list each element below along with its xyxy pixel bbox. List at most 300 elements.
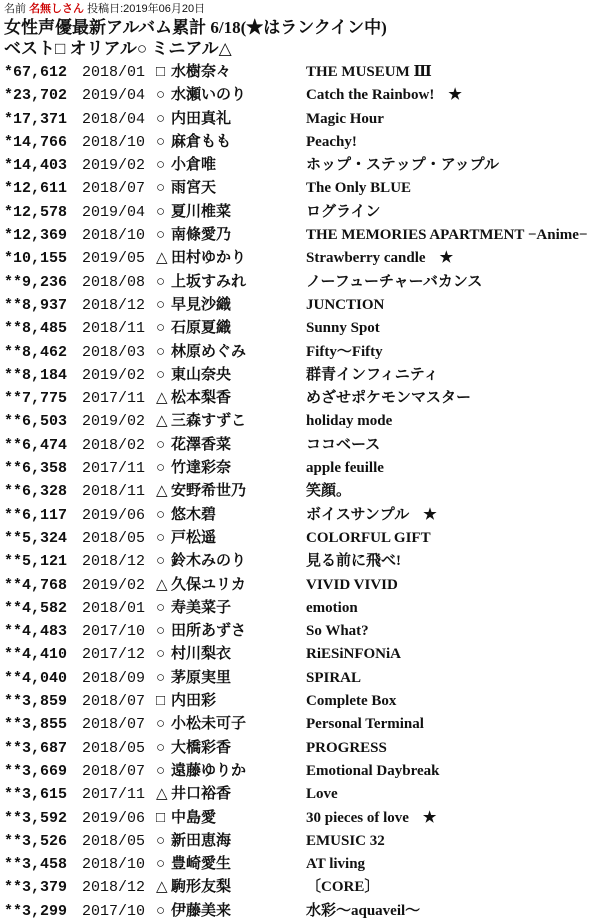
cell-sales: **6,503: [4, 413, 68, 431]
cell-album-title: [306, 131, 601, 154]
album-title: Catch the Rainbow!: [306, 87, 435, 104]
artist-name: 遠藤ゆりか: [171, 762, 247, 779]
cell-release-date: 2018/05: [82, 832, 146, 850]
table-row: [4, 294, 601, 317]
cell-album-title: [306, 807, 601, 830]
cell-sales: *67,612: [4, 64, 68, 81]
cell-artist: [156, 807, 306, 830]
album-title: AT living: [306, 856, 366, 873]
album-type-mark: △: [156, 413, 168, 430]
cell-release-date: 2017/11: [82, 390, 146, 408]
album-type-mark: ○: [156, 320, 166, 337]
album-type-mark: △: [156, 576, 168, 593]
cell-artist: [156, 876, 306, 899]
cell-release-date: 2018/05: [82, 739, 146, 757]
artist-name: 内田真礼: [171, 110, 232, 127]
album-type-mark: ○: [156, 856, 166, 873]
cell-album-title: [306, 527, 601, 550]
cell-release-date: 2019/02: [82, 413, 146, 431]
artist-name: 花澤香菜: [171, 436, 232, 453]
album-type-mark: ○: [156, 180, 166, 197]
artist-name: 新田恵海: [171, 832, 232, 849]
cell-release-date: 2017/12: [82, 646, 146, 664]
artist-name: 雨宮天: [171, 180, 217, 197]
cell-artist: [156, 154, 306, 177]
cell-artist: [156, 317, 306, 340]
album-type-mark: △: [156, 786, 168, 803]
cell-artist: [156, 713, 306, 736]
album-type-mark: △: [156, 250, 168, 267]
album-type-mark: ○: [156, 506, 166, 523]
album-title: Peachy!: [306, 133, 357, 150]
cell-sales: **7,775: [4, 390, 68, 408]
cell-artist: [156, 620, 306, 643]
cell-sales: **4,040: [4, 669, 68, 687]
table-row: [4, 387, 601, 410]
cell-artist: [156, 783, 306, 806]
album-title: ログライン: [306, 203, 381, 220]
cell-album-title: [306, 574, 601, 597]
artist-name: 水瀬いのり: [171, 87, 247, 104]
album-type-mark: ○: [156, 669, 166, 686]
album-title: So What?: [306, 623, 369, 640]
cell-artist: [156, 177, 306, 200]
cell-artist: [156, 84, 306, 107]
star-icon: ★: [423, 506, 437, 523]
artist-name: 田村ゆかり: [171, 250, 247, 267]
cell-album-title: [306, 597, 601, 620]
album-title: Personal Terminal: [306, 716, 424, 733]
cell-artist: [156, 224, 306, 247]
cell-album-title: [306, 177, 601, 200]
cell-artist: [156, 643, 306, 666]
artist-name: 南條愛乃: [171, 227, 232, 244]
post-author[interactable]: 名無しさん: [29, 3, 85, 15]
album-type-mark: ○: [156, 203, 166, 220]
cell-release-date: 2017/11: [82, 460, 146, 478]
cell-release-date: 2017/10: [82, 902, 146, 920]
cell-album-title: [306, 434, 601, 457]
table-row: [4, 597, 601, 620]
cell-sales: **5,324: [4, 529, 68, 547]
album-type-mark: ○: [156, 227, 166, 244]
cell-album-title: [306, 643, 601, 666]
cell-release-date: 2019/04: [82, 87, 146, 105]
table-row: [4, 853, 601, 876]
table-row: [4, 527, 601, 550]
cell-sales: **3,299: [4, 902, 68, 920]
artist-name: 夏川椎菜: [171, 203, 232, 220]
cell-release-date: 2018/07: [82, 716, 146, 734]
album-type-mark: ○: [156, 460, 166, 477]
album-type-mark: ○: [156, 716, 166, 733]
album-type-mark: △: [156, 483, 168, 500]
artist-name: 寿美菜子: [171, 599, 232, 616]
cell-artist: [156, 341, 306, 364]
album-title: Emotional Daybreak: [306, 762, 440, 779]
cell-artist: [156, 410, 306, 433]
legend-text: ベスト□ オリアル○ ミニアル△: [4, 39, 232, 58]
cell-sales: **4,483: [4, 623, 68, 641]
artist-name: 林原めぐみ: [171, 343, 247, 360]
cell-artist: [156, 108, 306, 131]
cell-artist: [156, 364, 306, 387]
table-row: [4, 783, 601, 806]
post-meta: [4, 2, 601, 16]
cell-artist: [156, 574, 306, 597]
cell-sales: **8,485: [4, 320, 68, 338]
cell-album-title: [306, 247, 601, 270]
cell-sales: **8,462: [4, 343, 68, 361]
album-type-mark: ○: [156, 436, 166, 453]
cell-sales: *12,369: [4, 227, 68, 245]
cell-artist: [156, 387, 306, 410]
album-title: Love: [306, 786, 338, 803]
album-title: holiday mode: [306, 413, 393, 430]
cell-release-date: 2018/11: [82, 320, 146, 338]
album-type-mark: □: [156, 693, 166, 710]
album-type-mark: ○: [156, 529, 166, 546]
cell-release-date: 2018/03: [82, 343, 146, 361]
cell-artist: [156, 737, 306, 760]
cell-artist: [156, 504, 306, 527]
album-ranking-table: [4, 61, 601, 923]
cell-album-title: [306, 830, 601, 853]
cell-release-date: 2018/10: [82, 133, 146, 151]
album-type-mark: □: [156, 64, 166, 80]
cell-sales: **3,687: [4, 739, 68, 757]
cell-release-date: 2019/04: [82, 203, 146, 221]
artist-name: 三森すずこ: [171, 413, 247, 430]
cell-sales: **3,615: [4, 786, 68, 804]
table-row: [4, 760, 601, 783]
cell-sales: **6,358: [4, 460, 68, 478]
cell-album-title: [306, 667, 601, 690]
cell-sales: *10,155: [4, 250, 68, 268]
cell-album-title: [306, 504, 601, 527]
cell-sales: **6,117: [4, 506, 68, 524]
cell-sales: *12,611: [4, 180, 68, 198]
table-row: [4, 201, 601, 224]
album-type-mark: ○: [156, 133, 166, 150]
cell-album-title: [306, 760, 601, 783]
cell-release-date: 2018/08: [82, 273, 146, 291]
table-row: [4, 247, 601, 270]
table-row: [4, 807, 601, 830]
table-row: [4, 108, 601, 131]
album-title: めざせポケモンマスター: [306, 390, 472, 407]
cell-album-title: [306, 224, 601, 247]
cell-release-date: 2018/05: [82, 529, 146, 547]
cell-album-title: [306, 550, 601, 573]
album-title: VIVID VIVID: [306, 576, 398, 593]
table-row: [4, 61, 601, 84]
cell-album-title: [306, 410, 601, 433]
cell-artist: [156, 690, 306, 713]
table-row: [4, 574, 601, 597]
album-title: Fifty〜Fifty: [306, 343, 383, 360]
album-type-mark: ○: [156, 366, 166, 383]
cell-sales: **3,592: [4, 809, 68, 827]
cell-sales: **3,859: [4, 693, 68, 711]
album-type-mark: ○: [156, 343, 166, 360]
cell-release-date: 2019/02: [82, 366, 146, 384]
cell-sales: **8,184: [4, 366, 68, 384]
cell-album-title: [306, 108, 601, 131]
artist-name: 早見沙織: [171, 296, 232, 313]
artist-name: 石原夏織: [171, 320, 232, 337]
artist-name: 内田彩: [171, 693, 217, 710]
cell-sales: **3,379: [4, 879, 68, 897]
cell-artist: [156, 853, 306, 876]
cell-artist: [156, 760, 306, 783]
cell-artist: [156, 667, 306, 690]
album-type-mark: □: [156, 809, 166, 826]
table-row: [4, 737, 601, 760]
table-row: [4, 830, 601, 853]
cell-release-date: 2018/12: [82, 879, 146, 897]
album-title: apple feuille: [306, 460, 384, 477]
artist-name: 悠木碧: [171, 506, 217, 523]
cell-album-title: [306, 341, 601, 364]
cell-release-date: 2018/12: [82, 296, 146, 314]
cell-artist: [156, 434, 306, 457]
table-row: [4, 224, 601, 247]
artist-name: 小松未可子: [171, 716, 247, 733]
album-type-mark: ○: [156, 599, 166, 616]
table-row: [4, 364, 601, 387]
table-row: [4, 550, 601, 573]
cell-sales: **3,458: [4, 856, 68, 874]
star-icon: ★: [439, 250, 454, 267]
album-type-mark: ○: [156, 110, 166, 127]
album-title: 群青インフィニティ: [306, 366, 439, 383]
album-title: COLORFUL GIFT: [306, 529, 431, 546]
table-row: [4, 177, 601, 200]
cell-artist: [156, 457, 306, 480]
artist-name: 茅原実里: [171, 669, 232, 686]
star-icon: ★: [448, 87, 462, 104]
cell-album-title: [306, 317, 601, 340]
post-date: 投稿日:2019年06月20日: [87, 3, 206, 15]
table-row: [4, 84, 601, 107]
album-title: 笑顔。: [306, 483, 352, 500]
cell-release-date: 2018/07: [82, 762, 146, 780]
cell-sales: **3,669: [4, 762, 68, 780]
cell-album-title: [306, 61, 601, 84]
star-icon: ★: [422, 809, 437, 826]
cell-release-date: 2019/05: [82, 250, 146, 268]
cell-artist: [156, 900, 306, 923]
album-title: 見る前に飛べ!: [306, 553, 401, 570]
cell-artist: [156, 201, 306, 224]
cell-album-title: [306, 154, 601, 177]
artist-name: 松本梨香: [171, 390, 232, 407]
artist-name: 鈴木みのり: [171, 553, 247, 570]
cell-album-title: [306, 853, 601, 876]
cell-sales: *23,702: [4, 87, 68, 105]
table-row: [4, 480, 601, 503]
cell-release-date: 2018/07: [82, 693, 146, 711]
album-title: ノーフューチャーバカンス: [306, 273, 483, 290]
album-title: RiESiNFONiA: [306, 646, 402, 663]
cell-release-date: 2018/10: [82, 227, 146, 245]
artist-name: 村川梨衣: [171, 646, 232, 663]
table-row: [4, 690, 601, 713]
album-title: THE MEMORIES APARTMENT −Anime−: [306, 227, 588, 244]
cell-release-date: 2018/10: [82, 856, 146, 874]
album-title: EMUSIC 32: [306, 832, 385, 849]
album-title: SPIRAL: [306, 669, 362, 686]
artist-name: 竹達彩奈: [171, 460, 232, 477]
artist-name: 水樹奈々: [171, 64, 232, 80]
album-title: The Only BLUE: [306, 180, 412, 197]
cell-sales: *12,578: [4, 203, 68, 221]
cell-sales: **4,410: [4, 646, 68, 664]
artist-name: 久保ユリカ: [171, 576, 246, 593]
cell-artist: [156, 830, 306, 853]
table-row: [4, 341, 601, 364]
table-row: [4, 876, 601, 899]
cell-artist: [156, 61, 306, 84]
cell-artist: [156, 527, 306, 550]
table-row: [4, 900, 601, 923]
artist-name: 駒形友梨: [171, 879, 232, 896]
album-title: ココベース: [306, 436, 381, 453]
artist-name: 井口裕香: [171, 786, 232, 803]
cell-sales: **4,582: [4, 599, 68, 617]
album-type-mark: ○: [156, 273, 166, 290]
artist-name: 上坂すみれ: [171, 273, 247, 290]
album-type-mark: ○: [156, 623, 166, 640]
cell-release-date: 2018/07: [82, 180, 146, 198]
cell-artist: [156, 247, 306, 270]
album-type-mark: ○: [156, 762, 166, 779]
table-row: [4, 667, 601, 690]
cell-sales: *17,371: [4, 110, 68, 128]
cell-artist: [156, 294, 306, 317]
cell-album-title: [306, 876, 601, 899]
cell-release-date: 2019/06: [82, 506, 146, 524]
album-title: 水彩〜aquaveil〜: [306, 902, 421, 919]
table-row: [4, 131, 601, 154]
cell-album-title: [306, 364, 601, 387]
album-type-mark: ○: [156, 739, 166, 756]
cell-album-title: [306, 387, 601, 410]
table-row: [4, 410, 601, 433]
album-title: 30 pieces of love: [306, 809, 409, 826]
table-row: [4, 620, 601, 643]
cell-album-title: [306, 900, 601, 923]
artist-name: 田所あずさ: [171, 623, 247, 640]
cell-release-date: 2018/04: [82, 110, 146, 128]
cell-sales: **5,121: [4, 553, 68, 571]
cell-sales: **6,474: [4, 436, 68, 454]
album-title: emotion: [306, 599, 358, 616]
cell-release-date: 2018/11: [82, 483, 146, 501]
artist-name: 麻倉もも: [171, 133, 232, 150]
artist-name: 豊崎愛生: [171, 856, 232, 873]
album-title: JUNCTION: [306, 296, 385, 313]
album-type-mark: ○: [156, 902, 166, 919]
cell-album-title: [306, 737, 601, 760]
cell-artist: [156, 131, 306, 154]
cell-release-date: 2017/10: [82, 623, 146, 641]
table-row: [4, 713, 601, 736]
album-type-mark: ○: [156, 87, 166, 104]
table-row: [4, 457, 601, 480]
cell-album-title: [306, 783, 601, 806]
cell-release-date: 2019/02: [82, 576, 146, 594]
album-title: Sunny Spot: [306, 320, 380, 337]
cell-artist: [156, 597, 306, 620]
album-type-mark: ○: [156, 553, 166, 570]
cell-sales: **3,526: [4, 832, 68, 850]
artist-name: 安野希世乃: [171, 483, 247, 500]
post-name-label: 名前: [4, 3, 26, 15]
cell-album-title: [306, 201, 601, 224]
album-title: Strawberry candle: [306, 250, 426, 267]
cell-release-date: 2018/09: [82, 669, 146, 687]
cell-release-date: 2019/02: [82, 157, 146, 175]
album-type-mark: △: [156, 390, 168, 407]
album-title: ホップ・ステップ・アップル: [306, 157, 500, 174]
cell-release-date: 2019/06: [82, 809, 146, 827]
cell-album-title: [306, 713, 601, 736]
album-type-mark: ○: [156, 157, 166, 174]
table-row: [4, 434, 601, 457]
cell-album-title: [306, 294, 601, 317]
cell-album-title: [306, 84, 601, 107]
table-row: [4, 317, 601, 340]
table-row: [4, 643, 601, 666]
cell-artist: [156, 271, 306, 294]
artist-name: 伊藤美来: [171, 902, 232, 919]
album-type-mark: ○: [156, 646, 166, 663]
cell-release-date: 2017/11: [82, 786, 146, 804]
album-title: Complete Box: [306, 693, 397, 710]
album-title: ボイスサンプル: [306, 506, 410, 523]
cell-album-title: [306, 480, 601, 503]
album-title: PROGRESS: [306, 739, 387, 756]
artist-name: 小倉唯: [171, 157, 217, 174]
table-row: [4, 271, 601, 294]
cell-sales: **4,768: [4, 576, 68, 594]
cell-sales: *14,766: [4, 133, 68, 151]
cell-release-date: 2018/02: [82, 436, 146, 454]
cell-release-date: 2018/12: [82, 553, 146, 571]
cell-sales: **8,937: [4, 296, 68, 314]
album-type-mark: ○: [156, 832, 166, 849]
cell-sales: **9,236: [4, 273, 68, 291]
cell-sales: **6,328: [4, 483, 68, 501]
artist-name: 中島愛: [171, 809, 217, 826]
album-title: Magic Hour: [306, 110, 384, 127]
cell-sales: **3,855: [4, 716, 68, 734]
artist-name: 戸松遥: [171, 529, 217, 546]
cell-sales: *14,403: [4, 157, 68, 175]
cell-album-title: [306, 271, 601, 294]
cell-album-title: [306, 620, 601, 643]
cell-release-date: 2018/01: [82, 64, 146, 81]
album-type-mark: △: [156, 879, 168, 896]
table-row: [4, 154, 601, 177]
cell-artist: [156, 550, 306, 573]
album-title: THE MUSEUM Ⅲ: [306, 64, 432, 80]
album-title: 〔CORE〕: [306, 879, 380, 896]
album-type-mark: ○: [156, 296, 166, 313]
cell-artist: [156, 480, 306, 503]
